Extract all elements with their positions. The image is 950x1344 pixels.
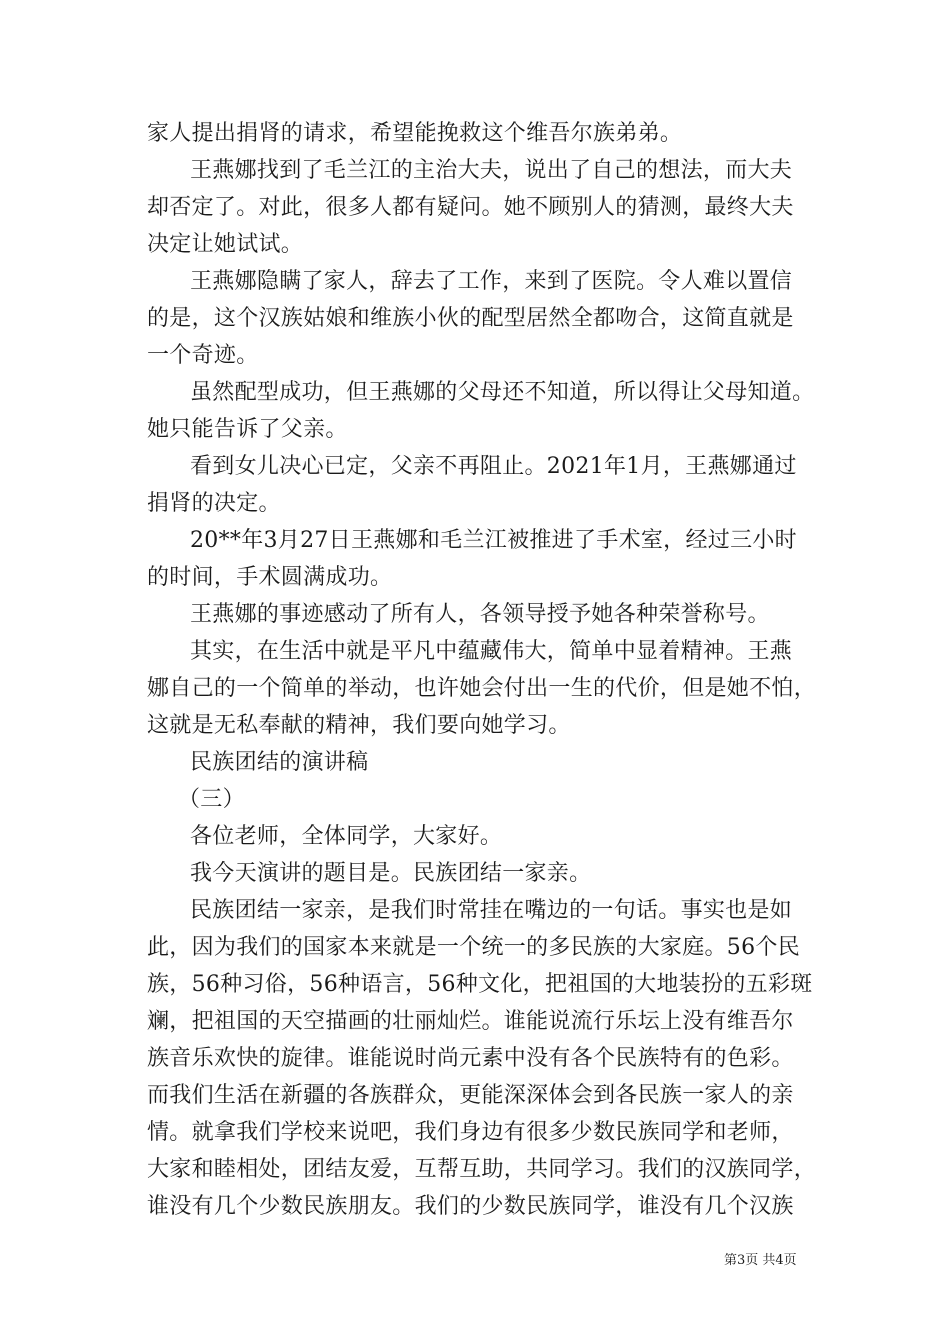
text-line: 家人提出捐肾的请求，希望能挽救这个维吾尔族弟弟。 xyxy=(147,121,683,146)
text-line: 的是，这个汉族姑娘和维族小伙的配型居然全都吻合，这简直就是 xyxy=(147,306,794,331)
text-line: 我今天演讲的题目是。民族团结一家亲。 xyxy=(190,861,592,886)
text-line: 而我们生活在新疆的各族群众，更能深深体会到各民族一家人的亲 xyxy=(147,1083,794,1108)
text-line: 捐肾的决定。 xyxy=(147,491,281,516)
text-line: 谁没有几个少数民族朋友。我们的少数民族同学，谁没有几个汉族 xyxy=(147,1194,794,1219)
text-line: 娜自己的一个简单的举动，也许她会付出一生的代价，但是她不怕， xyxy=(147,676,817,701)
text-line: 的时间，手术圆满成功。 xyxy=(147,565,393,590)
text-line: 其实，在生活中就是平凡中蕴藏伟大，简单中显着精神。王燕 xyxy=(190,639,793,664)
text-line: 此，因为我们的国家本来就是一个统一的多民族的大家庭。56个民 xyxy=(147,935,800,960)
section-title: 民族团结的演讲稿 xyxy=(190,750,369,775)
text-line: 虽然配型成功，但王燕娜的父母还不知道，所以得让父母知道。 xyxy=(190,380,815,405)
text-line: 决定让她试试。 xyxy=(147,232,304,257)
page-number: 第3页 共4页 xyxy=(724,1253,797,1268)
text-line: 20**年3月27日王燕娜和毛兰江被推进了手术室，经过三小时 xyxy=(190,528,797,553)
text-line: 斓，把祖国的天空描画的壮丽灿烂。谁能说流行乐坛上没有维吾尔 xyxy=(147,1009,794,1034)
text-line: 大家和睦相处，团结友爱，互帮互助，共同学习。我们的汉族同学， xyxy=(147,1157,817,1182)
text-line: 王燕娜隐瞒了家人，辞去了工作，来到了医院。令人难以置信 xyxy=(190,269,793,294)
text-line: 却否定了。对此，很多人都有疑问。她不顾别人的猜测，最终大夫 xyxy=(147,195,794,220)
text-line: 族，56种习俗，56种语言，56种文化，把祖国的大地装扮的五彩斑 xyxy=(147,972,813,997)
text-line: 一个奇迹。 xyxy=(147,343,259,368)
text-line: 族音乐欢快的旋律。谁能说时尚元素中没有各个民族特有的色彩。 xyxy=(147,1046,794,1071)
text-line: 这就是无私奉献的精神，我们要向她学习。 xyxy=(147,713,571,738)
text-line: 王燕娜找到了毛兰江的主治大夫，说出了自己的想法，而大夫 xyxy=(190,158,793,183)
text-line: 各位老师，全体同学，大家好。 xyxy=(190,824,503,849)
text-line: 民族团结一家亲，是我们时常挂在嘴边的一句话。事实也是如 xyxy=(190,898,793,923)
text-line: 王燕娜的事迹感动了所有人，各领导授予她各种荣誉称号。 xyxy=(190,602,770,627)
text-line: 看到女儿决心已定，父亲不再阻止。2021年1月，王燕娜通过 xyxy=(190,454,797,479)
text-line: 情。就拿我们学校来说吧，我们身边有很多少数民族同学和老师， xyxy=(147,1120,794,1145)
section-number: （三） xyxy=(178,787,245,812)
text-line: 她只能告诉了父亲。 xyxy=(147,417,348,442)
